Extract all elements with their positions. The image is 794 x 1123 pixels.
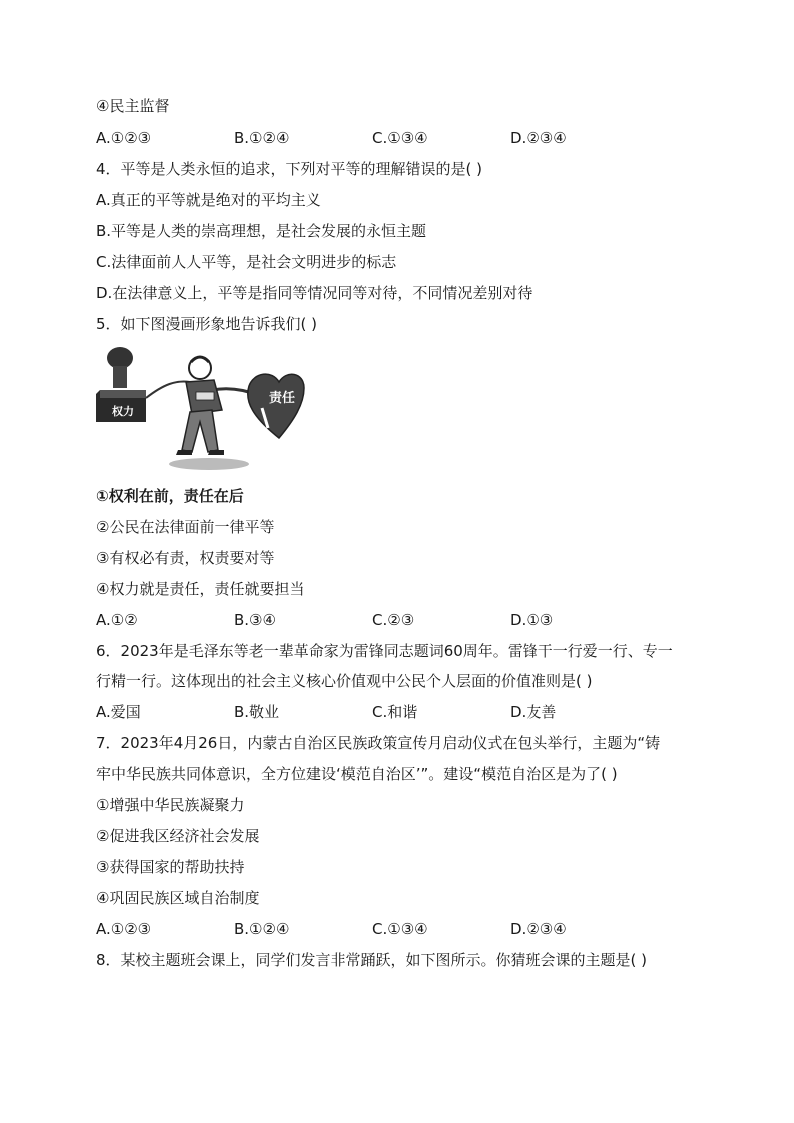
man-figure-icon xyxy=(176,357,224,455)
q3-option-d[interactable]: D.②③④ xyxy=(510,129,567,147)
q5-option-c[interactable]: C.②③ xyxy=(372,611,415,629)
q6-stem-line-2: 行精一行。这体现出的社会主义核心价值观中公民个人层面的价值准则是( ) xyxy=(96,672,593,690)
q5-option-b[interactable]: B.③④ xyxy=(234,611,276,629)
q7-item-1: ①增强中华民族凝聚力 xyxy=(96,796,245,814)
heart-icon xyxy=(248,374,304,438)
q7-option-d[interactable]: D.②③④ xyxy=(510,920,567,938)
q7-option-b[interactable]: B.①②④ xyxy=(234,920,290,938)
q4-stem: 4．平等是人类永恒的追求，下列对平等的理解错误的是( ) xyxy=(96,160,483,178)
q4-option-d[interactable]: D.在法律意义上，平等是指同等情况同等对待，不同情况差别对待 xyxy=(96,284,533,302)
stamp-icon xyxy=(96,347,146,422)
q5-item-3: ③有权必有责，权责要对等 xyxy=(96,549,275,567)
q6-option-d[interactable]: D.友善 xyxy=(510,703,557,721)
q6-option-c[interactable]: C.和谐 xyxy=(372,703,418,721)
q8-stem: 8．某校主题班会课上，同学们发言非常踊跃，如下图所示。你猜班会课的主题是( ) xyxy=(96,951,648,969)
stamp-label: 权力 xyxy=(112,405,134,418)
q7-item-2: ②促进我区经济社会发展 xyxy=(96,827,260,845)
q4-option-c[interactable]: C.法律面前人人平等，是社会文明进步的标志 xyxy=(96,253,397,271)
q6-stem-line-1: 6．2023年是毛泽东等老一辈革命家为雷锋同志题词60周年。雷锋干一行爱一行、专一 xyxy=(96,642,673,660)
q4-option-a[interactable]: A.真正的平等就是绝对的平均主义 xyxy=(96,191,321,209)
q5-option-a[interactable]: A.①② xyxy=(96,611,138,629)
q7-item-4: ④巩固民族区域自治制度 xyxy=(96,889,260,907)
q7-item-3: ③获得国家的帮助扶持 xyxy=(96,858,245,876)
q5-item-2: ②公民在法律面前一律平等 xyxy=(96,518,275,536)
q6-option-a[interactable]: A.爱国 xyxy=(96,703,141,721)
q7-options xyxy=(96,919,696,939)
q5-item-1: ①权利在前，责任在后 xyxy=(96,487,244,505)
q5-option-d[interactable]: D.①③ xyxy=(510,611,554,629)
q3-item-4: ④民主监督 xyxy=(96,97,170,115)
q7-stem-line-2: 牢中华民族共同体意识，全方位建设‘模范自治区’”。建设“模范自治区是为了( ) xyxy=(96,765,618,783)
heart-label: 责任 xyxy=(268,391,296,406)
q6-option-b[interactable]: B.敬业 xyxy=(234,703,280,721)
q5-options xyxy=(96,610,696,630)
q5-item-4: ④权力就是责任，责任就要担当 xyxy=(96,580,305,598)
q7-option-c[interactable]: C.①③④ xyxy=(372,920,428,938)
q5-cartoon xyxy=(94,346,306,472)
q6-options xyxy=(96,702,696,722)
q7-option-a[interactable]: A.①②③ xyxy=(96,920,152,938)
q7-stem-line-1: 7．2023年4月26日，内蒙古自治区民族政策宣传月启动仪式在包头举行，主题为“铸 xyxy=(96,734,661,752)
q5-stem: 5．如下图漫画形象地告诉我们( ) xyxy=(96,315,318,333)
q3-options xyxy=(96,128,696,148)
q3-option-c[interactable]: C.①③④ xyxy=(372,129,428,147)
q3-option-b[interactable]: B.①②④ xyxy=(234,129,290,147)
q4-option-b[interactable]: B.平等是人类的崇高理想，是社会发展的永恒主题 xyxy=(96,222,427,240)
q3-option-a[interactable]: A.①②③ xyxy=(96,129,152,147)
